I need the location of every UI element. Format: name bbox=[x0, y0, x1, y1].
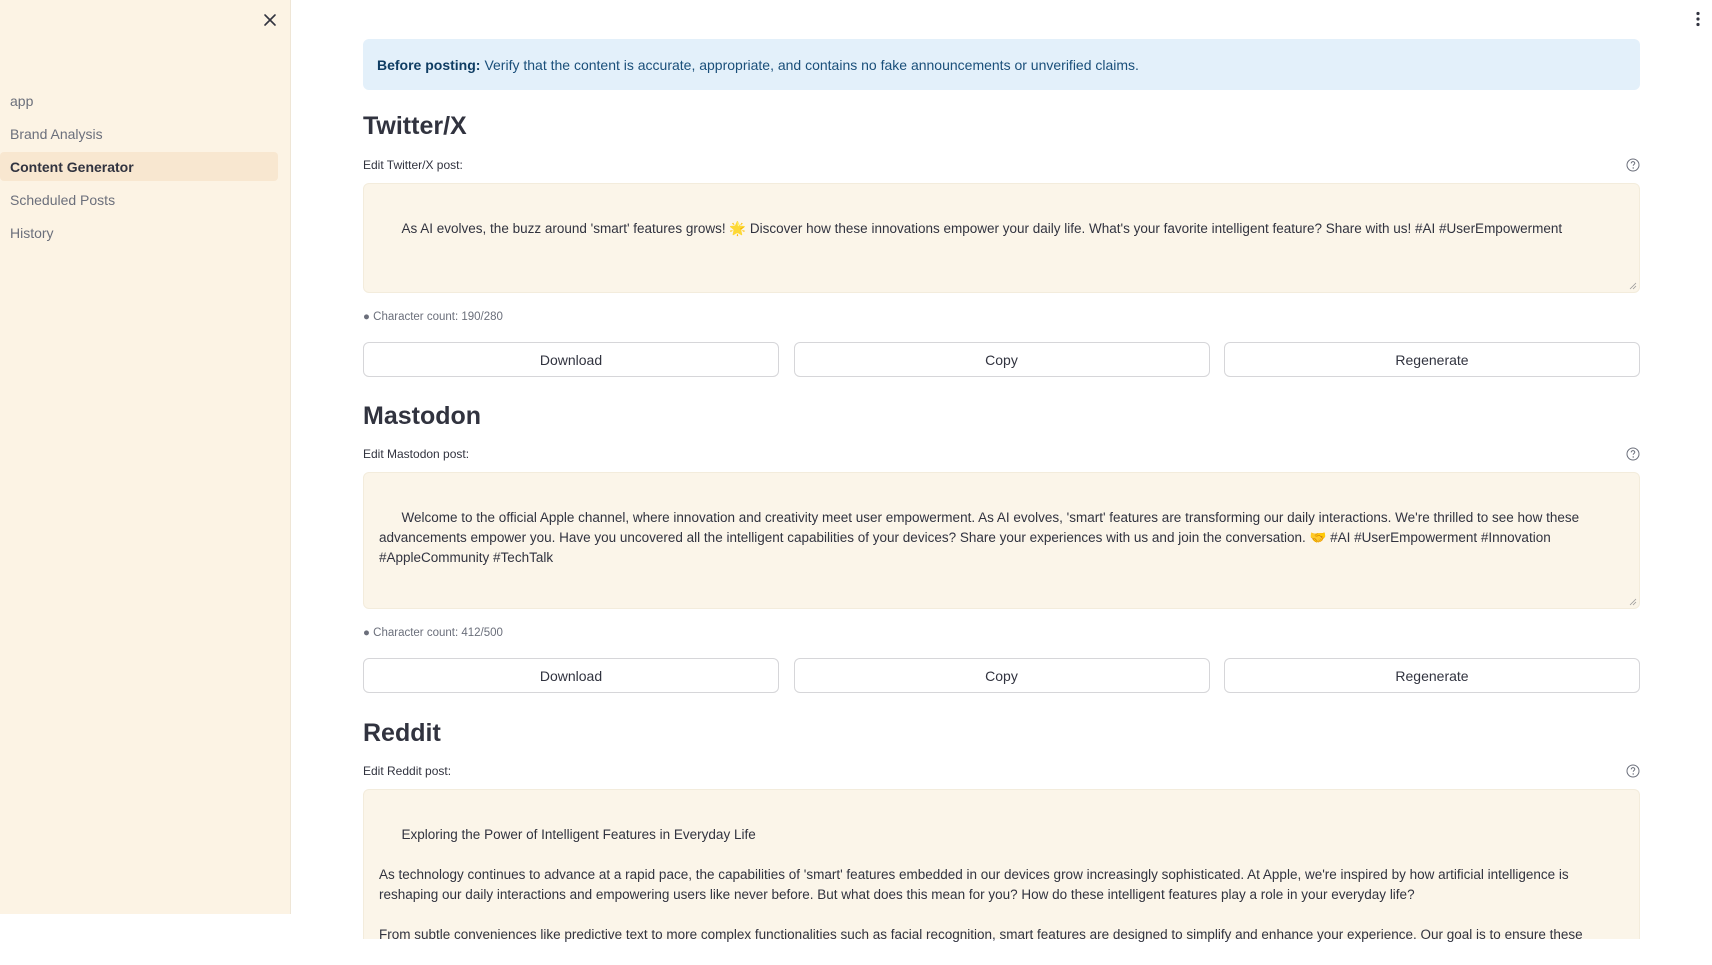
twitter-help-button[interactable] bbox=[1626, 158, 1640, 172]
twitter-field-label: Edit Twitter/X post: bbox=[363, 158, 463, 172]
alert-text: Verify that the content is accurate, appropriate, and contains no fake announcements or unverified claims. bbox=[484, 56, 1139, 73]
mastodon-help-button[interactable] bbox=[1626, 447, 1640, 461]
help-icon bbox=[1626, 158, 1640, 172]
twitter-char-count: ● Character count: 190/280 bbox=[363, 311, 503, 323]
sidebar-item-app[interactable] bbox=[0, 86, 278, 115]
sidebar-item-label: app bbox=[10, 92, 34, 109]
main-content bbox=[363, 39, 1640, 942]
mastodon-download-button[interactable]: Download bbox=[363, 658, 779, 693]
reddit-post-text: Exploring the Power of Intelligent Features in Everyday Life As technology continues to advance at a rapid pace, the capabilities of 'smart' features embedded in our devices grow increasingly sophisticated. At Apple, we're inspired by how artificial intelligence is reshaping our daily interactions and empowering users like never before. But what does this mean for you? How do these intelligent features play a role in your everyday life? From subtle conveniences like predictive text to more complex functionalities such as facial recognition, smart features are designed to simplify and enhance your experience. Our goal is to ensure these bbox=[379, 827, 1583, 942]
sidebar-item-label: History bbox=[10, 224, 54, 241]
reddit-field-label: Edit Reddit post: bbox=[363, 764, 452, 778]
section-title-mastodon: Mastodon bbox=[363, 402, 482, 430]
sidebar-nav bbox=[0, 86, 291, 251]
twitter-copy-button[interactable]: Copy bbox=[794, 342, 1210, 377]
mastodon-field-label: Edit Mastodon post: bbox=[363, 447, 470, 461]
sidebar-item-label: Scheduled Posts bbox=[10, 191, 116, 208]
info-alert bbox=[363, 39, 1640, 90]
reddit-post-textarea[interactable] bbox=[363, 789, 1640, 942]
twitter-regenerate-button[interactable]: Regenerate bbox=[1224, 342, 1640, 377]
twitter-label-row bbox=[363, 155, 1640, 175]
mastodon-button-row bbox=[363, 658, 1640, 693]
mastodon-label-row bbox=[363, 444, 1640, 464]
sidebar-item-content-generator[interactable] bbox=[0, 152, 278, 181]
sidebar-item-brand-analysis[interactable] bbox=[0, 119, 278, 148]
twitter-button-row bbox=[363, 342, 1640, 377]
sidebar-item-scheduled-posts[interactable] bbox=[0, 185, 278, 214]
help-icon bbox=[1626, 447, 1640, 461]
twitter-download-button[interactable]: Download bbox=[363, 342, 779, 377]
mastodon-post-text: Welcome to the official Apple channel, where innovation and creativity meet user empowerment. As AI evolves, 'smart' features are transforming our daily interactions. We're thrilled to see how these advancements empower you. Have you uncovered all the intelligent capabilities of your devices? Share your experiences with us and join the conversation. 🤝 #AI #UserEmpowerment #Innovation #AppleCommunity #TechTalk bbox=[379, 510, 1583, 565]
resize-grip-icon[interactable] bbox=[1629, 282, 1637, 290]
sidebar-item-label: Brand Analysis bbox=[10, 125, 103, 142]
resize-grip-icon[interactable] bbox=[1629, 598, 1637, 606]
close-sidebar-button[interactable] bbox=[258, 8, 282, 32]
section-title-reddit: Reddit bbox=[363, 719, 441, 747]
section-title-twitter: Twitter/X bbox=[363, 112, 467, 140]
sidebar-item-label: Content Generator bbox=[10, 158, 134, 175]
sidebar-item-history[interactable] bbox=[0, 218, 278, 247]
twitter-post-text: As AI evolves, the buzz around 'smart' features grows! 🌟 Discover how these innovations empower your daily life. What's your favorite intelligent feature? Share with us! #AI #UserEmpowerment bbox=[401, 221, 1563, 236]
mastodon-char-count: ● Character count: 412/500 bbox=[363, 627, 503, 639]
sidebar bbox=[0, 0, 291, 914]
help-icon bbox=[1626, 764, 1640, 778]
twitter-post-textarea[interactable] bbox=[363, 183, 1640, 293]
more-vertical-icon bbox=[1695, 11, 1701, 27]
alert-bold-text: Before posting: bbox=[377, 56, 481, 73]
mastodon-post-textarea[interactable] bbox=[363, 472, 1640, 609]
main-menu-button[interactable] bbox=[1688, 8, 1708, 30]
mastodon-regenerate-button[interactable]: Regenerate bbox=[1224, 658, 1640, 693]
mastodon-copy-button[interactable]: Copy bbox=[794, 658, 1210, 693]
close-icon bbox=[263, 13, 277, 27]
reddit-label-row bbox=[363, 761, 1640, 781]
reddit-help-button[interactable] bbox=[1626, 764, 1640, 778]
